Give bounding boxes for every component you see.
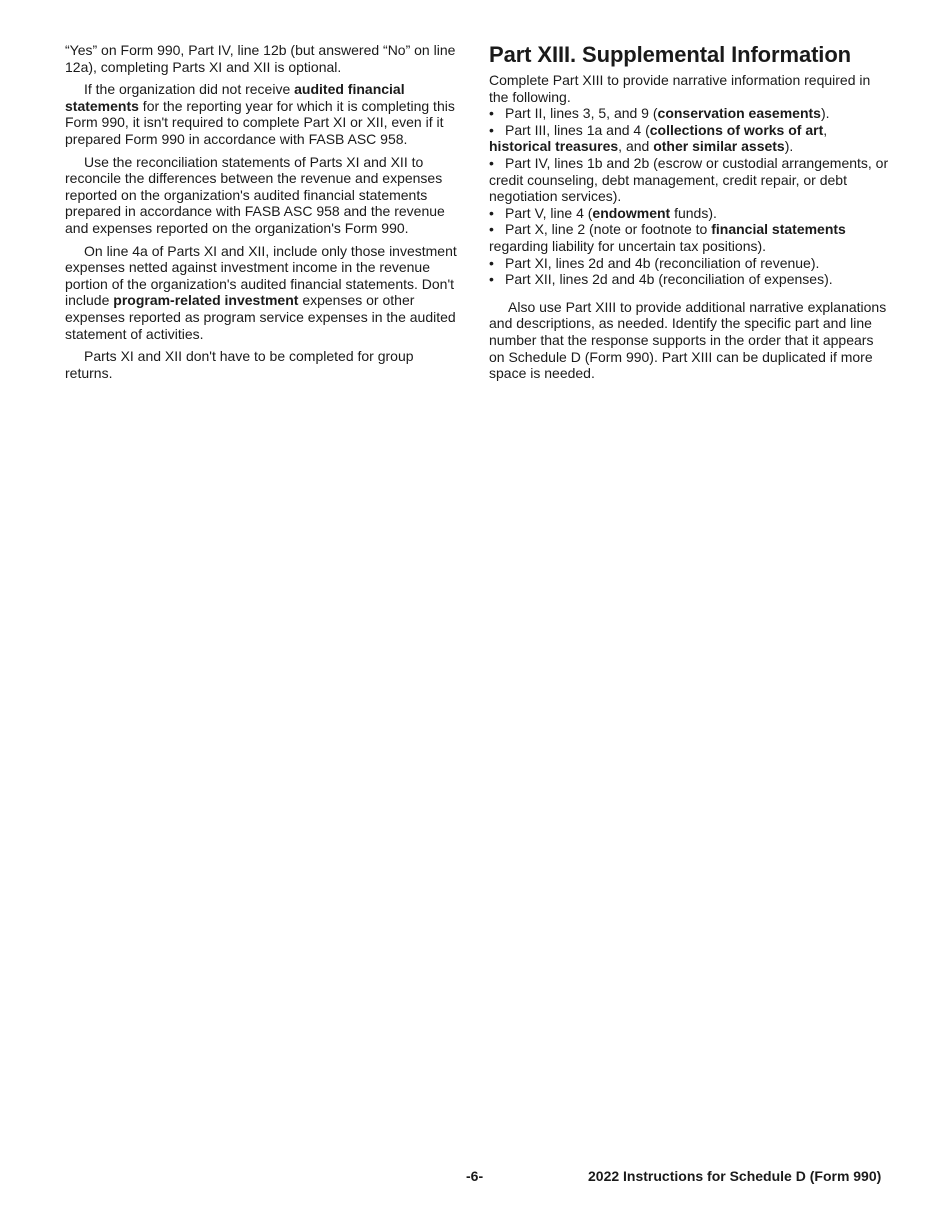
paragraph-optional-parts: “Yes” on Form 990, Part IV, line 12b (but answered “No” on line 12a), completing Parts XI and XII is optional. xyxy=(65,42,456,75)
section-heading-part-xiii: Part XIII. Supplemental Information xyxy=(489,42,851,67)
footer-title: 2022 Instructions for Schedule D (Form 990) xyxy=(588,1168,882,1184)
list-item: • Part XII, lines 2d and 4b (reconciliation of expenses). xyxy=(489,271,889,288)
list-item: • Part V, line 4 (endowment funds). xyxy=(489,205,889,222)
list-item: • Part III, lines 1a and 4 (collections of works of art, historical treasures, and other similar assets). xyxy=(489,122,889,155)
paragraph-closing: Also use Part XIII to provide additional narrative explanations and descriptions, as needed. Identify the specific part and line number that the response supports in the order that it appears on Schedule D (Form 990). Part XIII can be duplicated if more space is needed. xyxy=(489,298,887,382)
left-column xyxy=(65,42,463,387)
list-item: • Part XI, lines 2d and 4b (reconciliation of revenue). xyxy=(489,255,889,272)
paragraph-line-4a: On line 4a of Parts XI and XII, include only those investment expenses netted against investment income in the revenue portion of the organization's audited financial statements. Don't include program-related investment expenses or other expenses reported as program service expenses in the audited statement of activities. xyxy=(65,242,457,342)
paragraph-group-returns: Parts XI and XII don't have to be completed for group returns. xyxy=(65,348,414,381)
paragraph-intro: Complete Part XIII to provide narrative information required in the following. xyxy=(489,72,871,105)
term-audited-financial-statements: audited financial statements xyxy=(65,81,405,114)
list-item: • Part IV, lines 1b and 2b (escrow or custodial arrangements, or credit counseling, debt management, credit repair, or debt negotiation services). xyxy=(489,155,889,205)
bullet-list xyxy=(489,105,889,288)
term-program-related-investment: program-related investment xyxy=(113,292,299,309)
paragraph-audited-statements: If the organization did not receive audited financial statements for the reporting year for which it is completing this Form 990, it isn't required to complete Part XI or XII, even if it prepared Form 990 in accordance with FASB ASC 958. xyxy=(65,81,455,147)
paragraph-reconciliation: Use the reconciliation statements of Parts XI and XII to reconcile the differences between the revenue and expenses reported on the organization's audited financial statements prepared in accordance with FASB ASC 958 and the revenue and expenses reported on the organization's Form 990. xyxy=(65,153,445,236)
right-column xyxy=(489,42,889,388)
list-item: • Part X, line 2 (note or footnote to financial statements regarding liability for uncertain tax positions). xyxy=(489,221,889,254)
page-number: -6- xyxy=(466,1168,484,1184)
list-item: • Part II, lines 3, 5, and 9 (conservation easements). xyxy=(489,105,889,122)
